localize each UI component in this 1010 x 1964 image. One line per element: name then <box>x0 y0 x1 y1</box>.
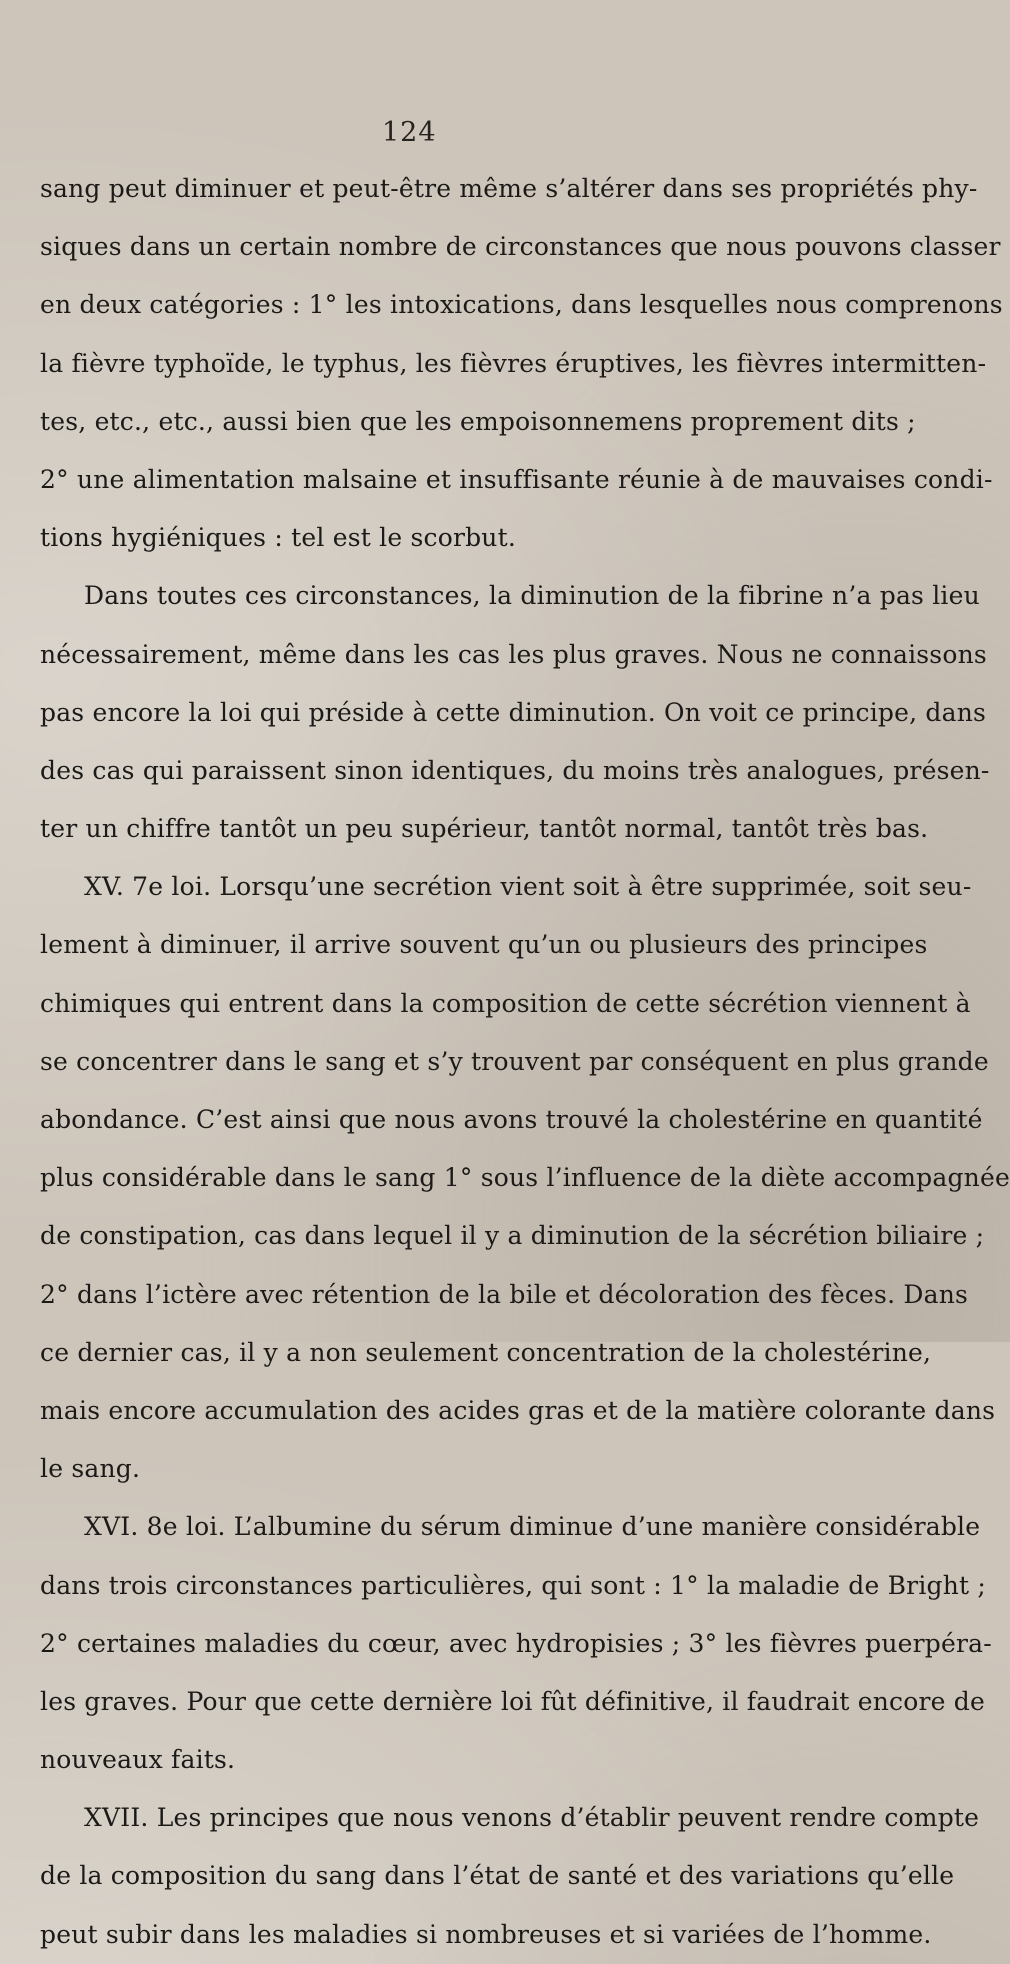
text-line: pas encore la loi qui préside à cette diminution. On voit ce principe, dans <box>40 697 987 727</box>
text-line: nécessairement, même dans les cas les plus graves. Nous ne connaissons <box>40 639 987 669</box>
text-line: ce dernier cas, il y a non seulement concentration de la cholestérine, <box>40 1337 932 1367</box>
text-line: plus considérable dans le sang 1° sous l’influence de la diète accompagnée <box>40 1163 1010 1193</box>
text-line: en deux catégories : 1° les intoxications, dans lesquelles nous comprenons <box>40 290 1003 320</box>
text-line: peut subir dans les maladies si nombreuses et si variées de l’homme. <box>40 1919 932 1949</box>
text-line: Dans toutes ces circonstances, la diminution de la fibrine n’a pas lieu <box>84 581 980 611</box>
text-line: tions hygiéniques : tel est le scorbut. <box>40 523 517 553</box>
text-line: de constipation, cas dans lequel il y a diminution de la sécrétion biliaire ; <box>40 1221 985 1251</box>
text-line: la fièvre typhoïde, le typhus, les fièvres éruptives, les fièvres intermitten- <box>40 348 987 378</box>
text-line: dans trois circonstances particulières, qui sont : 1° la maladie de Bright ; <box>40 1570 987 1600</box>
page-number: 124 <box>382 117 437 148</box>
text-line: de la composition du sang dans l’état de santé et des variations qu’elle <box>40 1861 955 1891</box>
text-line: tes, etc., etc., aussi bien que les empoisonnemens proprement dits ; <box>40 406 916 436</box>
text-line: XVI. 8e loi. L’albumine du sérum diminue d’une manière considérable <box>84 1512 981 1542</box>
body-text <box>40 160 1010 1964</box>
text-line: 2° certaines maladies du cœur, avec hydropisies ; 3° les fièvres puerpéra- <box>40 1628 992 1658</box>
text-line: mais encore accumulation des acides gras et de la matière colorante dans <box>40 1395 996 1425</box>
text-line: abondance. C’est ainsi que nous avons trouvé la cholestérine en quantité <box>40 1105 983 1134</box>
text-line: le sang. <box>40 1454 141 1484</box>
text-line: les graves. Pour que cette dernière loi fût définitive, il faudrait encore de <box>40 1686 985 1716</box>
text-line: chimiques qui entrent dans la composition de cette sécrétion viennent à <box>40 988 971 1018</box>
text-line: des cas qui paraissent sinon identiques, du moins très analogues, présen- <box>40 755 990 785</box>
text-line: ter un chiffre tantôt un peu supérieur, tantôt normal, tantôt très bas. <box>40 814 929 844</box>
text-line: se concentrer dans le sang et s’y trouvent par conséquent en plus grande <box>40 1046 989 1076</box>
text-line: sang peut diminuer et peut-être même s’altérer dans ses propriétés phy- <box>40 174 978 203</box>
text-line: 2° une alimentation malsaine et insuffisante réunie à de mauvaises condi- <box>40 464 993 494</box>
text-line: lement à diminuer, il arrive souvent qu’un ou plusieurs des principes <box>40 930 928 960</box>
text-line: siques dans un certain nombre de circonstances que nous pouvons classer <box>40 232 1001 262</box>
text-line: XVII. Les principes que nous venons d’établir peuvent rendre compte <box>84 1803 980 1833</box>
text-line: XV. 7e loi. Lorsqu’une secrétion vient soit à être supprimée, soit seu- <box>84 872 972 902</box>
text-line: 2° dans l’ictère avec rétention de la bile et décoloration des fèces. Dans <box>40 1279 969 1309</box>
text-line: nouveaux faits. <box>40 1745 236 1775</box>
